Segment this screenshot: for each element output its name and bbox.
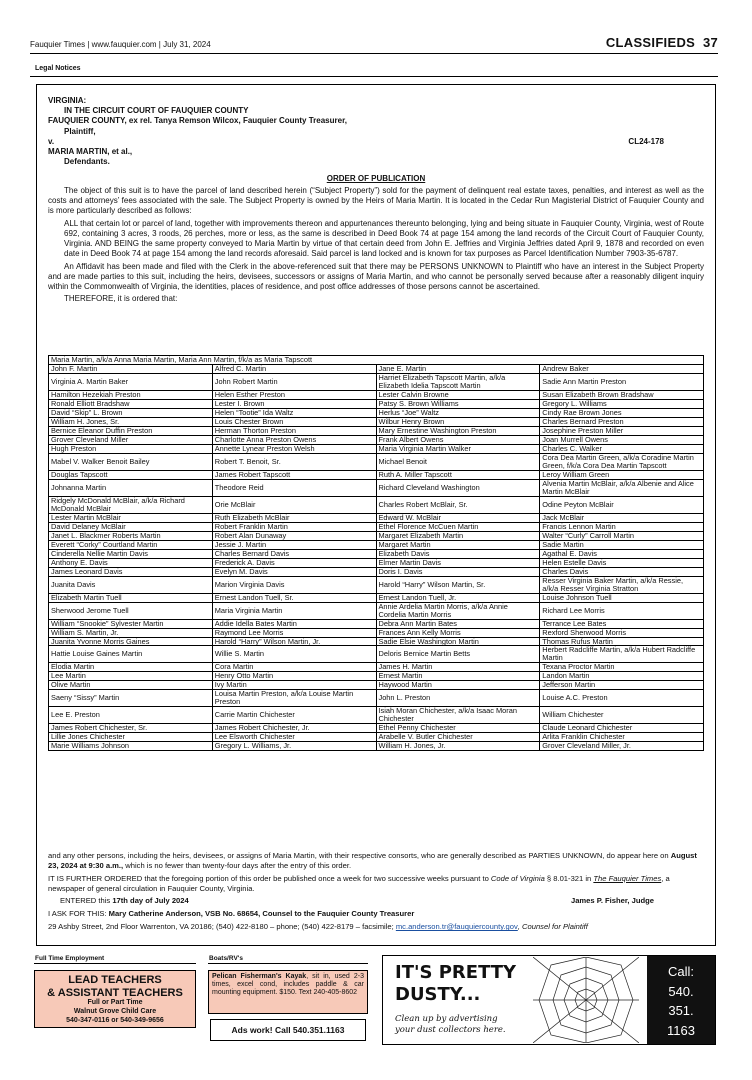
heir-name-cell: Haywood Martin [376, 681, 540, 690]
heir-name-cell: Bernice Eleanor Duffin Preston [49, 426, 213, 435]
heir-name-cell: Everett “Corky” Courtland Martin [49, 540, 213, 549]
heir-name-cell: Odine Peyton McBlair [540, 496, 704, 513]
heir-name-cell: Deloris Bernice Martin Betts [376, 646, 540, 663]
table-row [49, 567, 704, 576]
heir-name-cell: Margaret Martin [376, 540, 540, 549]
heir-name-cell: Marion Virginia Davis [212, 576, 376, 593]
heir-name-cell: Hamilton Hezekiah Preston [49, 390, 213, 399]
dusty-ad[interactable] [382, 955, 716, 1045]
heir-name-cell: Edward W. McBlair [376, 513, 540, 522]
heir-name-cell: Cora Dea Martin Green, a/k/a Coradine Martin Green, f/k/a Cora Dea Martin Tapscott [540, 453, 704, 470]
employment-rule [34, 963, 196, 964]
heir-name-cell: Ivy Martin [212, 681, 376, 690]
case-number: CL24-178 [628, 136, 664, 146]
heir-name-cell: Debra Ann Martin Bates [376, 619, 540, 628]
heir-name-cell: Addie Idella Bates Martin [212, 619, 376, 628]
heir-name-cell: Ernest Landon Tuell, Sr. [212, 593, 376, 602]
table-row [49, 628, 704, 637]
kayak-text: , sit in, used 2-3 times, excel cond, includes paddle & car mounting equipment. $150. Text 240-405-8602 [212, 973, 364, 997]
address-text: 29 Ashby Street, 2nd Floor Warrenton, VA 20186; (540) 422-8180 – phone; (540) 422-8179 – facsimile; [48, 922, 396, 932]
heir-name-cell: John L. Preston [376, 690, 540, 707]
heir-name-cell: William H. Jones, Jr. [376, 742, 540, 751]
heir-name-cell: Jane E. Martin [376, 364, 540, 373]
table-row [49, 479, 704, 496]
table-row [49, 364, 704, 373]
heir-name-cell: Charles Robert McBlair, Sr. [376, 496, 540, 513]
counsel-name: Mary Catherine Anderson, VSB No. 68654, Counsel to the Fauquier County Treasurer [108, 909, 415, 919]
call-number-1: 540. [668, 983, 694, 999]
lead-teachers-ad[interactable] [34, 970, 196, 1028]
order-title: ORDER OF PUBLICATION [326, 173, 426, 183]
table-header-row [49, 356, 704, 365]
heir-name-cell: Alfred C. Martin [212, 364, 376, 373]
heir-name-cell: Helen “Tootie” Ida Waltz [212, 408, 376, 417]
heir-name-cell: Robert Franklin Martin [212, 522, 376, 531]
table-row [49, 646, 704, 663]
heir-name-cell: Grover Cleveland Miller, Jr. [540, 742, 704, 751]
table-row [49, 663, 704, 672]
dusty-sub-2: your dust collectors here. [395, 1025, 506, 1036]
table-header-cell: Maria Martin, a/k/a Anna Maria Martin, Maria Ann Martin, f/k/a as Maria Tapscott [49, 356, 704, 365]
heir-name-cell: Louise A.C. Preston [540, 690, 704, 707]
heir-name-cell: Annie Ardelia Martin Morris, a/k/a Annie Cordelia Martin Morris [376, 602, 540, 619]
court-heading: IN THE CIRCUIT COURT OF FAUQUIER COUNTY [64, 106, 249, 116]
plaintiff-role: Plaintiff, [64, 126, 96, 136]
heir-name-cell: Frank Albert Owens [376, 435, 540, 444]
call-number-3: 1163 [667, 1022, 695, 1038]
versus-row [48, 137, 704, 147]
heir-name-cell: David Delaney McBlair [49, 522, 213, 531]
table-row [49, 496, 704, 513]
heir-name-cell: Saeny “Sissy” Martin [49, 690, 213, 707]
heir-name-cell: Orie McBlair [212, 496, 376, 513]
heir-name-cell: Frederick A. Davis [212, 558, 376, 567]
ad-org: Walnut Grove Child Care [73, 1008, 157, 1016]
heir-name-cell: James Robert Tapscott [212, 470, 376, 479]
heir-name-cell: Virginia A. Martin Baker [49, 373, 213, 390]
heir-name-cell: Carrie Martin Chichester [212, 707, 376, 724]
heir-name-cell: Lillie Jones Chichester [49, 733, 213, 742]
heir-name-cell: Susan Elizabeth Brown Bradshaw [540, 390, 704, 399]
heir-name-cell: Elizabeth Martin Tuell [49, 593, 213, 602]
heir-name-cell: William H. Jones, Sr. [49, 417, 213, 426]
heir-name-cell: Gregory L. Williams, Jr. [212, 742, 376, 751]
page-header [30, 30, 718, 54]
heir-name-cell: James Leonard Davis [49, 567, 213, 576]
heir-name-cell: Walter “Curly” Carroll Martin [540, 531, 704, 540]
judge-signature: James P. Fisher, Judge [570, 896, 654, 906]
heir-name-cell: Johnanna Martin [49, 479, 213, 496]
heir-name-cell: Arlita Franklin Chichester [540, 733, 704, 742]
legal-notice [48, 96, 704, 304]
section-rule [30, 76, 718, 77]
heir-name-cell: Margaret Elizabeth Martin [376, 531, 540, 540]
boats-rule [208, 963, 368, 964]
heir-name-cell: William Chichester [540, 707, 704, 724]
ad-title-1: LEAD TEACHERS [68, 974, 162, 986]
heir-name-cell: Helen Esther Preston [212, 390, 376, 399]
table-row [49, 558, 704, 567]
heir-name-cell: Isiah Moran Chichester, a/k/a Isaac Moran Chichester [376, 707, 540, 724]
table-row [49, 522, 704, 531]
heir-name-cell: Louis Chester Brown [212, 417, 376, 426]
heir-name-cell: Wilbur Henry Brown [376, 417, 540, 426]
heir-name-cell: Harold “Harry” Wilson Martin, Sr. [376, 576, 540, 593]
heirs-table [48, 355, 704, 751]
heir-name-cell: Cindy Rae Brown Jones [540, 408, 704, 417]
heir-name-cell: Sherwood Jerome Tuell [49, 602, 213, 619]
heir-name-cell: Andrew Baker [540, 364, 704, 373]
heir-name-cell: William S. Martin, Jr. [49, 628, 213, 637]
heir-name-cell: Thomas Rufus Martin [540, 637, 704, 646]
call-box [647, 956, 715, 1044]
closing-text: which is no fewer than twenty-four days after the entry of this order. [123, 860, 352, 870]
heir-name-cell: Texana Proctor Martin [540, 663, 704, 672]
dusty-line-2: DUSTY... [395, 983, 481, 1005]
ad-hours: Full or Part Time [87, 999, 143, 1007]
call-label: Call: [667, 964, 694, 979]
newspaper-name: The Fauquier Times [593, 873, 662, 883]
heir-name-cell: William “Snookie” Sylvester Martin [49, 619, 213, 628]
heir-name-cell: Elizabeth Davis [376, 549, 540, 558]
heir-name-cell: Juanita Davis [49, 576, 213, 593]
heir-name-cell: Robert Alan Dunaway [212, 531, 376, 540]
therefore-line: THEREFORE, it is ordered that: [64, 294, 178, 304]
heir-name-cell: Olive Martin [49, 681, 213, 690]
heir-name-cell: Herman Thorton Preston [212, 426, 376, 435]
heir-name-cell: Janet L. Blackmer Roberts Martin [49, 531, 213, 540]
heir-name-cell: Elodia Martin [49, 663, 213, 672]
closing-text: and any other persons, including the heirs, devisees, or assigns of Maria Martin, with their respective consorts, who are generally described as PARTIES UNKNOWN, do appear here on [48, 851, 671, 860]
heir-name-cell: James Robert Chichester, Sr. [49, 724, 213, 733]
heir-name-cell: Cora Martin [212, 663, 376, 672]
code-citation: Code of Virginia [490, 873, 545, 883]
heir-name-cell: Annette Lynear Preston Welsh [212, 444, 376, 453]
heir-name-cell: Ruth Elizabeth McBlair [212, 513, 376, 522]
heir-name-cell: Sadie Elsie Washington Martin [376, 637, 540, 646]
heir-name-cell: Charles C. Walker [540, 444, 704, 453]
heir-name-cell: Harriet Elizabeth Tapscott Martin, a/k/a Elizabeth Idelia Tapscott Martin [376, 373, 540, 390]
table-row [49, 540, 704, 549]
heir-name-cell: Hugh Preston [49, 444, 213, 453]
kayak-name: Pelican Fisherman's Kayak [212, 973, 307, 980]
table-row [49, 453, 704, 470]
heir-name-cell: Joan Murrell Owens [540, 435, 704, 444]
heir-name-cell: James H. Martin [376, 663, 540, 672]
heir-name-cell: Charles Bernard Preston [540, 417, 704, 426]
heir-name-cell: Charles Bernard Davis [212, 549, 376, 558]
heir-name-cell: Resser Virginia Baker Martin, a/k/a Ressie, a/k/a Resser Virginia Stratton [540, 576, 704, 593]
heir-name-cell: James Robert Chichester, Jr. [212, 724, 376, 733]
heir-name-cell: Michael Benoit [376, 453, 540, 470]
heir-name-cell: Louisa Martin Preston, a/k/a Louise Martin Preston [212, 690, 376, 707]
heir-name-cell: Sadie Martin [540, 540, 704, 549]
heir-name-cell: Ethel Florence McCuen Martin [376, 522, 540, 531]
property-description: ALL that certain lot or parcel of land, together with improvements thereon and appurtenances thereunto belonging, lying and being situate in Fauquier County, Virginia, west of Route 692, containing 3 acres, 3 roods, 26 perches, more or less, as the same is described in Deed Book 74 at page 154 among the land records of the Circuit Court of Fauquier County, Virginia. AND BEING the same property conveyed to Maria Martin by virtue of that certain deed from John E. Jeffries and Virginia Jeffries dated April 9, 1878 and recorded on even date in Deed Book 74 at page 154 among the land records aforesaid. Said parcel is land locked and is known for tax purposes as Parcel Identification Number 7903-35-6787. [64, 218, 704, 259]
heir-name-cell: Patsy S. Brown Williams [376, 399, 540, 408]
heir-name-cell: Willie S. Martin [212, 646, 376, 663]
heir-name-cell: Lee Elsworth Chichester [212, 733, 376, 742]
heir-name-cell: Harold “Harry” Wilson Martin, Jr. [212, 637, 376, 646]
order-paragraph-2: An Affidavit has been made and filed with the Clerk in the above-referenced suit that there may be PERSONS UNKNOWN to Plaintiff who have an interest in the Subject Property and are made parties to this suit, including the heirs, devisees, successors or assigns of Maria Martin, and who cannot be personally served because after a reasonably diligent inquiry within the Commonwealth of Virginia, the identities, places of residence, and post office addresses of those persons cannot be ascertained. [48, 261, 704, 291]
heir-name-cell: Herbert Radcliffe Martin, a/k/a Hubert Radcliffe Martin [540, 646, 704, 663]
section-title [606, 35, 718, 50]
heir-name-cell: Herlus “Joe” Waltz [376, 408, 540, 417]
heir-name-cell: Robert T. Benoit, Sr. [212, 453, 376, 470]
counsel-role: , Counsel for Plaintiff [517, 922, 588, 932]
ask-line [48, 909, 704, 919]
entered-date: 17th day of July 2024 [112, 896, 189, 906]
ask-prefix: I ASK FOR THIS: [48, 909, 109, 919]
heir-name-cell: Maria Virginia Martin [212, 602, 376, 619]
legal-notices-label: Legal Notices [35, 65, 81, 72]
table-row [49, 742, 704, 751]
heir-name-cell: Marie Williams Johnson [49, 742, 213, 751]
table-row [49, 602, 704, 619]
heir-name-cell: Theodore Reid [212, 479, 376, 496]
heir-name-cell: Josephine Preston Miller [540, 426, 704, 435]
heir-name-cell: Juanita Yvonne Morris Gaines [49, 637, 213, 646]
paper-info: Fauquier Times | www.fauquier.com | July 31, 2024 [30, 40, 211, 49]
heir-name-cell: Landon Martin [540, 672, 704, 681]
heir-name-cell: Ruth A. Miller Tapscott [376, 470, 540, 479]
heir-name-cell: Raymond Lee Morris [212, 628, 376, 637]
heir-name-cell: Gregory L. Williams [540, 399, 704, 408]
employment-label: Full Time Employment [35, 955, 105, 962]
closing-paragraph-1 [48, 851, 704, 871]
defendant-role: Defendants. [64, 157, 110, 167]
hearing-date: August 23, 2024 at 9:30 a.m., [48, 851, 697, 870]
heir-name-cell: Helen Estelle Davis [540, 558, 704, 567]
heir-name-cell: Richard Lee Morris [540, 602, 704, 619]
heir-name-cell: Anthony E. Davis [49, 558, 213, 567]
ad-phone: 540-347-0116 or 540-349-9656 [66, 1016, 164, 1024]
heir-name-cell: Cinderella Nellie Martin Davis [49, 549, 213, 558]
heir-name-cell: Mabel V. Walker Benoit Bailey [49, 453, 213, 470]
heir-name-cell: Charles Davis [540, 567, 704, 576]
closing-paragraph-2 [48, 874, 704, 894]
heir-name-cell: Lester Martin McBlair [49, 513, 213, 522]
heir-name-cell: Doris I. Davis [376, 567, 540, 576]
dusty-subtext [395, 1014, 506, 1037]
state-heading: VIRGINIA: [48, 96, 87, 105]
table-row [49, 513, 704, 522]
heir-name-cell: Jessie J. Martin [212, 540, 376, 549]
defendant-line: MARIA MARTIN, et al., [48, 147, 133, 157]
heir-name-cell: Lee E. Preston [49, 707, 213, 724]
heir-name-cell: Sadie Ann Martin Preston [540, 373, 704, 390]
table-row [49, 681, 704, 690]
heir-name-cell: Terrance Lee Bates [540, 619, 704, 628]
versus: v. [48, 136, 55, 146]
table-row [49, 672, 704, 681]
heir-name-cell: Evelyn M. Davis [212, 567, 376, 576]
call-number-2: 351. [668, 1003, 694, 1018]
table-row [49, 373, 704, 390]
table-row [49, 470, 704, 479]
heir-name-cell: Lester Calvin Browne [376, 390, 540, 399]
heir-name-cell: Elmer Martin Davis [376, 558, 540, 567]
table-row [49, 549, 704, 558]
heir-name-cell: Charlotte Anna Preston Owens [212, 435, 376, 444]
heir-name-cell: Leroy William Green [540, 470, 704, 479]
heir-name-cell: Ernest Landon Tuell, Jr. [376, 593, 540, 602]
heir-name-cell: Agathal E. Davis [540, 549, 704, 558]
page-number: 37 [702, 35, 718, 50]
heir-name-cell: Ethel Penny Chichester [376, 724, 540, 733]
heir-name-cell: Ridgely McDonald McBlair, a/k/a Richard McDonald McBlair [49, 496, 213, 513]
order-paragraph-1: The object of this suit is to have the parcel of land described herein (“Subject Property”) sold for the payment of delinquent real estate taxes, penalties, and interest as well as the costs and attorneys’ fees associated with the sale. The Subject Property is owned by the Heirs of Maria Martin. It is located in the Cedar Run Magisterial District of Fauquier County and is more particularly described as follows: [48, 185, 704, 216]
table-row [49, 619, 704, 628]
entered-prefix: ENTERED this [60, 896, 113, 906]
closing-text: § 8.01-321 in [544, 873, 594, 883]
section-name: CLASSIFIEDS [605, 35, 696, 50]
closing-text: IT IS FURTHER ORDERED that the foregoing portion of this order be published once a week for two successive weeks pursuant to [48, 873, 491, 883]
email-link[interactable]: mc.anderson.tr@fauquiercounty.gov [395, 922, 518, 932]
heir-name-cell: Hattie Louise Gaines Martin [49, 646, 213, 663]
heir-name-cell: David “Skip” L. Brown [49, 408, 213, 417]
table-row [49, 444, 704, 453]
heir-name-cell: Henry Otto Martin [212, 672, 376, 681]
heir-name-cell: Francis Lennon Martin [540, 522, 704, 531]
address-line [48, 922, 704, 932]
heir-name-cell: Grover Cleveland Miller [49, 435, 213, 444]
dusty-headline [395, 962, 516, 1005]
entered-line [48, 896, 704, 906]
heir-name-cell: Louise Johnson Tuell [540, 593, 704, 602]
heir-name-cell: Arabelle V. Butler Chichester [376, 733, 540, 742]
table-row [49, 426, 704, 435]
table-row [49, 593, 704, 602]
table-row [49, 690, 704, 707]
dusty-line-1: IT'S PRETTY [395, 962, 517, 983]
table-row [49, 576, 704, 593]
heir-name-cell: Douglas Tapscott [49, 470, 213, 479]
heir-name-cell: Frances Ann Kelly Morris [376, 628, 540, 637]
dusty-sub-1: Clean up by advertising [395, 1014, 498, 1024]
table-row [49, 435, 704, 444]
heir-name-cell: Claude Leonard Chichester [540, 724, 704, 733]
heir-name-cell: Alvenia Martin McBlair, a/k/a Albenie and Alice Martin McBlair [540, 479, 704, 496]
closing-text: , a newspaper of general circulation in Fauquier County, Virginia. [48, 873, 670, 893]
table-row [49, 707, 704, 724]
kayak-ad[interactable] [208, 970, 368, 1014]
heir-name-cell: Mary Ernestine Washington Preston [376, 426, 540, 435]
heir-name-cell: Jefferson Martin [540, 681, 704, 690]
heir-name-cell: John F. Martin [49, 364, 213, 373]
heir-name-cell: Jack McBlair [540, 513, 704, 522]
heir-name-cell: John Robert Martin [212, 373, 376, 390]
heir-name-cell: Lee Martin [49, 672, 213, 681]
table-row [49, 531, 704, 540]
ad-title-2: & ASSISTANT TEACHERS [47, 986, 183, 999]
heir-name-cell: Maria Virginia Martin Walker [376, 444, 540, 453]
heir-name-cell: Richard Cleveland Washington [376, 479, 540, 496]
heir-name-cell: Ernest Martin [376, 672, 540, 681]
plaintiff-line: FAUQUIER COUNTY, ex rel. Tanya Remson Wilcox, Fauquier County Treasurer, [48, 116, 347, 126]
heir-name-cell: Lester I. Brown [212, 399, 376, 408]
heir-name-cell: Rexford Sherwood Morris [540, 628, 704, 637]
heir-name-cell: Ronald Elliott Bradshaw [49, 399, 213, 408]
order-closing [48, 851, 704, 935]
boats-label: Boats/RV's [209, 955, 243, 962]
ads-work-banner: Ads work! Call 540.351.1163 [210, 1019, 366, 1041]
entered-text [60, 896, 189, 906]
spider-web-icon [533, 957, 639, 1043]
